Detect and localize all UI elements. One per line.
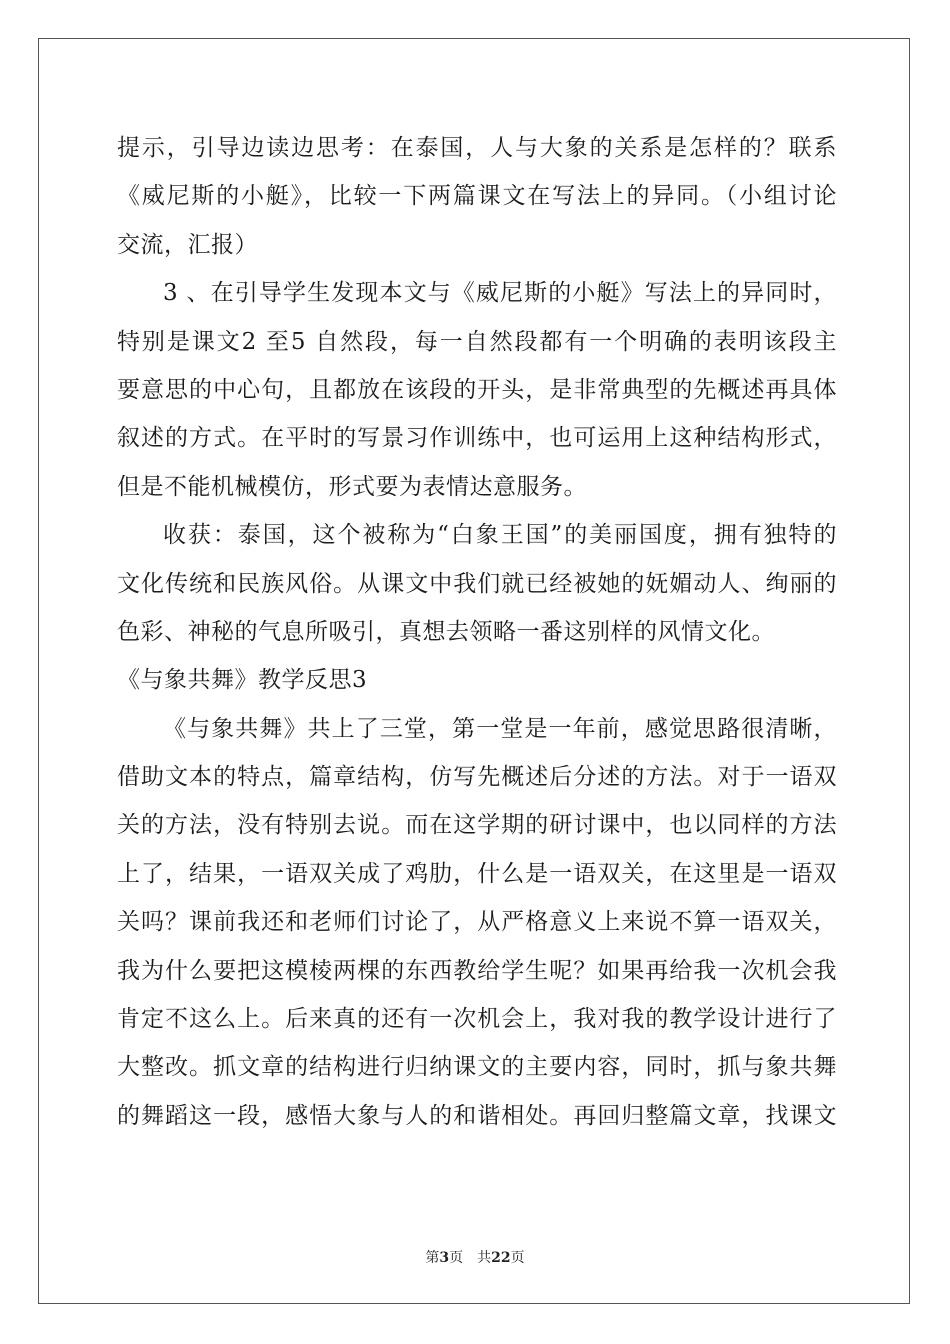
text-line: 《威尼斯的小艇》，比较一下两篇课文在写法上的异同。（小组讨论	[117, 183, 837, 210]
text-line: 大整改。抓文章的结构进行归纳课文的主要内容，同时，抓与象共舞	[117, 1054, 837, 1081]
text-line: 叙述的方式。在平时的写景习作训练中，也可运用上这种结构形式，	[117, 425, 837, 452]
text-line: 《与象共舞》教学反思3	[117, 667, 368, 694]
current-page-number: 3	[439, 1250, 450, 1266]
text-line: 收获：泰国，这个被称为“白象王国”的美丽国度，拥有独特的	[163, 522, 837, 549]
text-line: 交流，汇报）	[117, 231, 258, 258]
text-line: 肯定不这么上。后来真的还有一次机会上，我对我的教学设计进行了	[117, 1006, 837, 1033]
text-line: 特别是课文2 至5 自然段，每一自然段都有一个明确的表明该段主	[117, 328, 837, 355]
text-line: 我为什么要把这模棱两棵的东西教给学生呢？如果再给我一次机会我	[117, 957, 837, 984]
text-line: 借助文本的特点，篇章结构，仿写先概述后分述的方法。对于一语双	[117, 764, 837, 791]
text-line: 但是不能机械模仿，形式要为表情达意服务。	[117, 473, 587, 500]
total-page-count: 22	[491, 1250, 511, 1266]
text-line: 的舞蹈这一段，感悟大象与人的和谐相处。再回归整篇文章，找课文	[117, 1102, 837, 1129]
footer-prefix: 第	[425, 1250, 440, 1266]
text-line: 3 、在引导学生发现本文与《威尼斯的小艇》写法上的异同时，	[163, 280, 837, 307]
text-line: 色彩、神秘的气息所吸引，真想去领略一番这别样的风情文化。	[117, 618, 775, 645]
page-footer	[0, 1247, 950, 1267]
text-line: 上了，结果，一语双关成了鸡肋，什么是一语双关，在这里是一语双	[117, 860, 837, 887]
text-line: 提示，引导边读边思考：在泰国，人与大象的关系是怎样的？联系	[117, 135, 837, 161]
text-line: 文化传统和民族风俗。从课文中我们就已经被她的妩媚动人、绚丽的	[117, 570, 837, 597]
text-line: 《与象共舞》共上了三堂，第一堂是一年前，感觉思路很清晰，	[163, 715, 837, 742]
footer-mid: 页 共	[449, 1250, 492, 1266]
document-body	[117, 124, 837, 1140]
text-line: 关的方法，没有特别去说。而在这学期的研讨课中，也以同样的方法	[117, 812, 837, 839]
text-line: 要意思的中心句，且都放在该段的开头，是非常典型的先概述再具体	[117, 376, 837, 403]
text-line: 关吗？课前我还和老师们讨论了，从严格意义上来说不算一语双关，	[117, 909, 837, 936]
footer-suffix: 页	[510, 1250, 525, 1266]
